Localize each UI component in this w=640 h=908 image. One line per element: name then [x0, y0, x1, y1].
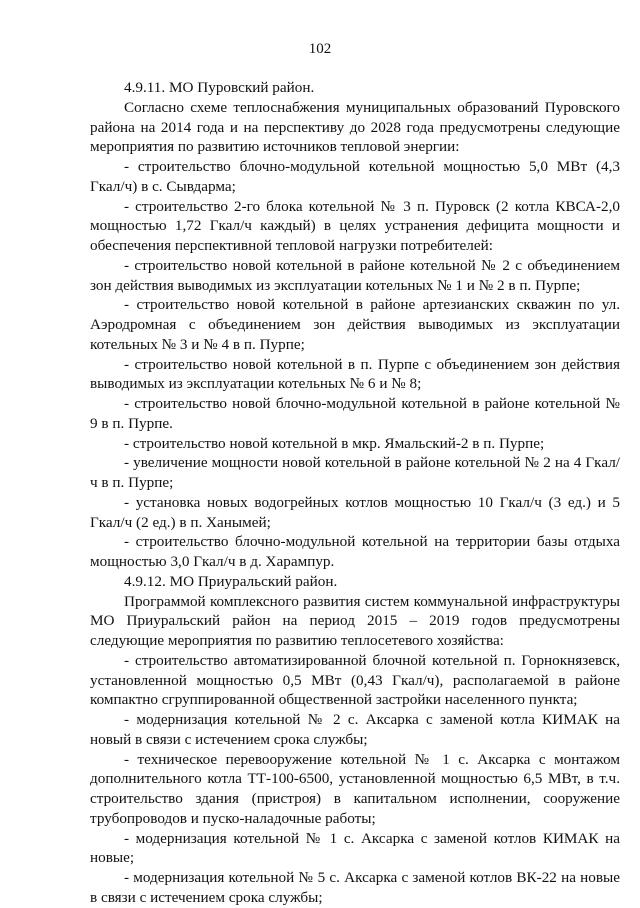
- list-item: - установка новых водогрейных котлов мощностью 10 Гкал/ч (3 ед.) и 5 Гкал/ч (2 ед.) в п. Ханымей;: [90, 493, 620, 531]
- paragraph-purovsky-intro: Согласно схеме теплоснабжения муниципальных образований Пуровского района на 2014 года и на перспективу до 2028 года предусмотрены следующие мероприятия по развитию источников тепловой энергии:: [90, 98, 620, 156]
- list-item: - строительство 2-го блока котельной № 3 п. Пуровск (2 котла КВСА-2,0 мощностью 1,72 Гкал/ч каждый) в целях устранения дефицита мощности и обеспечения перспективной тепловой нагрузки потребителей:: [90, 197, 620, 254]
- list-item: - техническое перевооружение котельной № 1 с. Аксарка с монтажом дополнительного котла ТТ-100-6500, установленной мощностью 6,5 МВт, в т.ч. строительство здания (пристроя) в капитальном исполнении, сооружение трубопроводов и пуско-наладочные работы;: [90, 750, 620, 827]
- paragraph-priuralsky-intro: Программой комплексного развития систем коммунальной инфраструктуры МО Приуральский район на период 2015 – 2019 годов предусмотрены следующие мероприятия по развитию теплосетевого хозяйства:: [90, 592, 620, 649]
- list-item: - строительство блочно-модульной котельной мощностью 5,0 МВт (4,3 Гкал/ч) в с. Сывдарма;: [90, 158, 620, 195]
- list-item: - модернизация котельной № 1 с. Аксарка с заменой котлов КИМАК на новые;: [90, 829, 620, 867]
- document-body: [90, 78, 620, 908]
- list-item: - модернизация котельной № 2 с. Аксарка с заменой котла КИМАК на новый в связи с истечением срока службы;: [90, 711, 620, 748]
- list-item: - строительство блочно-модульной котельной на территории базы отдыха мощностью 3,0 Гкал/ч в д. Харампур.: [90, 533, 620, 570]
- list-item: - модернизация котельной № 5 с. Аксарка с заменой котлов ВК-22 на новые в связи с истечением срока службы;: [90, 869, 620, 906]
- list-item: - строительство новой котельной в районе артезианских скважин по ул. Аэродромная с объединением зон действия выводимых из эксплуатации котельных № 3 и № 4 в п. Пурпе;: [90, 296, 620, 353]
- list-item: - строительство новой котельной в п. Пурпе с объединением зон действия выводимых из эксплуатации котельных № 6 и № 8;: [90, 355, 620, 393]
- list-item: - строительство новой блочно-модульной котельной в районе котельной № 9 в п. Пурпе.: [90, 395, 620, 432]
- section-heading-priuralsky: 4.9.12. МО Приуральский район.: [124, 572, 338, 590]
- section-heading-purovsky: 4.9.11. МО Пуровский район.: [124, 79, 315, 96]
- list-item: - строительство новой котельной в мкр. Ямальский-2 в п. Пурпе;: [124, 434, 545, 452]
- list-item: - увеличение мощности новой котельной в районе котельной № 2 на 4 Гкал/ч в п. Пурпе;: [90, 454, 620, 491]
- list-item: - строительство новой котельной в районе котельной № 2 с объединением зон действия выводимых из эксплуатации котельных № 1 и № 2 в п. Пурпе;: [90, 256, 620, 294]
- page-number: 102: [308, 41, 332, 57]
- list-item: - строительство автоматизированной блочной котельной п. Горнокнязевск, установленной мощностью 0,5 МВт (0,43 Гкал/ч), располагаемой в районе компактно сгруппированной общественной застройки населенного пункта;: [90, 651, 620, 709]
